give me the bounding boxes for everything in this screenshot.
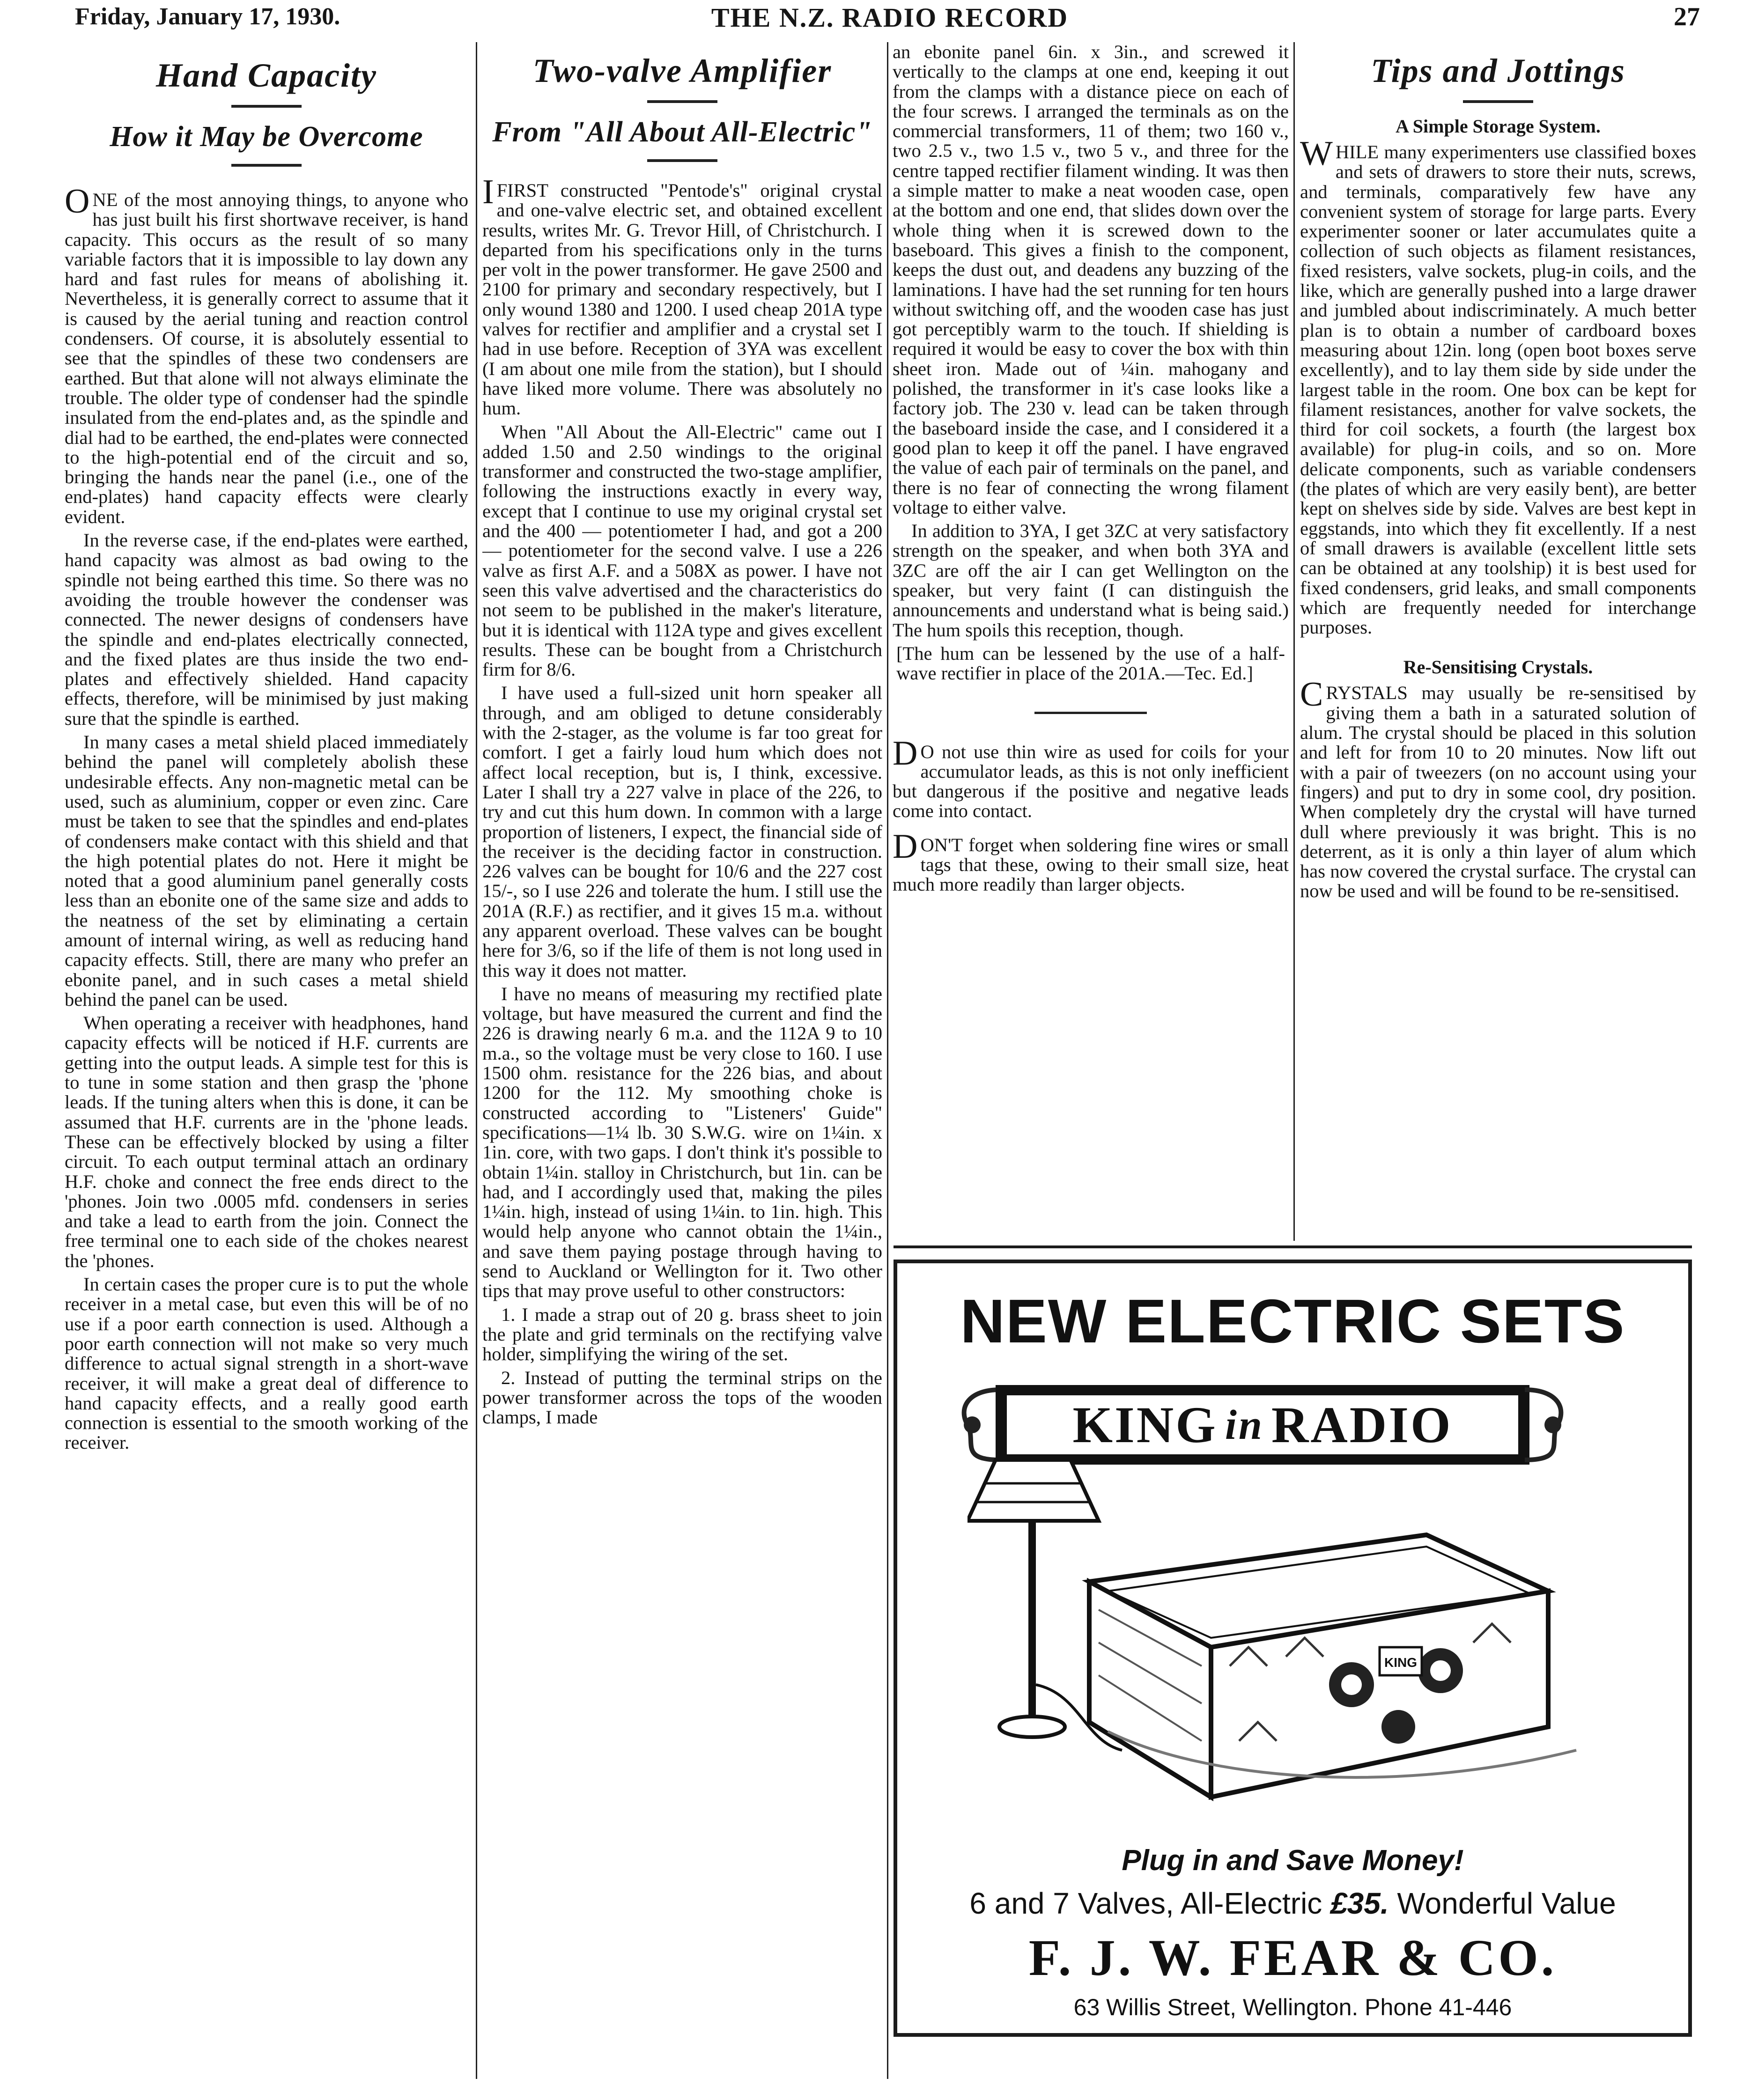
drop-cap: D [893, 827, 918, 866]
banner-in: in [1225, 1401, 1264, 1448]
tip-paragraph: DON'T forget when soldering fine wires or small tags that these, owing to their small size, heat much more readily than larger objects. [893, 827, 1289, 895]
paragraph: ONE of the most annoying things, to anyone who has just built his first shortwave receiver, is hand capacity. This occurs as the result of so many variable factors that it is impossible to lay down any hard and fast rules for means of abolishing it. Nevertheless, it is generally correct to assume that it is caused by the aerial tuning and reaction control condensers. Of course, it is absolutely essential to see that the spindles of these two condensers are earthed. But that alone will not always eliminate the trouble. The older type of condenser had the spindle insulated from the end-plates and, as the spindle and dial had to be earthed, the end-plates were connected to the high-potential end of the circuit and so, bringing the hands near the panel (i.e., one of the end-plates) hand capacity effects were clearly evident. [65, 182, 468, 527]
title-rule [647, 100, 717, 103]
ad-headline: NEW ELECTRIC SETS [960, 1287, 1625, 1356]
newspaper-title: THE N.Z. RADIO RECORD [711, 2, 1069, 33]
article-subtitle: How it May be Overcome [110, 121, 423, 153]
ad-top-rule [894, 1245, 1692, 1248]
article-two-valve-amplifier [482, 42, 882, 2088]
masthead [66, 0, 1714, 34]
price: £35. [1330, 1886, 1389, 1920]
drop-cap: W [1300, 134, 1333, 173]
article-title: Two-valve Amplifier [532, 52, 832, 89]
offer-text: Wonderful Value [1397, 1886, 1616, 1920]
radio-cabinet-icon [1089, 1535, 1576, 1797]
drop-cap: D [893, 734, 918, 773]
offer-text: 6 and 7 Valves, All-Electric [969, 1886, 1322, 1920]
paragraph: 2. Instead of putting the terminal strips on the power transformer across the tops of the wooden clamps, I made [482, 1367, 882, 1428]
paragraph: When operating a receiver with headphones, hand capacity effects will be noticed if H.F. currents are getting into the output leads. A simple test for this is to tune in some station and then grasp the 'phone leads. If the tuning alters when this is done, it can be assumed that H.F. currents are in the 'phone leads. These can be effectively blocked by using a filter circuit. To each output terminal attach an ordinary H.F. choke and connect the free ends direct to the 'phones. Join two .0005 mfd. condensers in series and take a lead to earth from the join. Connect the free terminal one to each side of the chokes nearest the 'phones. [65, 1012, 468, 1271]
radio-set-illustration [968, 1441, 1614, 1835]
column-divider [476, 42, 477, 2079]
paragraph: I have used a full-sized unit horn speaker all through, and am obliged to detune considerably with the 2-stager, as the volume is far too great for comfort. I get a fairly loud hum which does not affect local reception, but is, I think, excessive. Later I shall try a 227 valve in place of the 226, to try and cut this hum down. In common with a large proportion of listeners, I expect, the financial side of the receiver is the deciding factor in construction. 226 valves can be bought for 10/6 and the 227 cost 15/-, so I use 226 and tolerate the hum. I still use the 201A (R.F.) as rectifier, and it gives 15 m.a. without any apparent overload. These valves can be bought here for 3/6, so if the life of them is not long used in this way it does not matter. [482, 682, 882, 981]
banner-radio: RADIO [1271, 1396, 1453, 1453]
drop-cap: O [65, 182, 90, 221]
paragraph: In addition to 3YA, I get 3ZC at very satisfactory strength on the speaker, and when both 3YA and 3ZC are off the air I can get Wellington on the speaker, but very faint (I can distinguish the announcements and understand what is being said.) The hum spoils this reception, though. [893, 520, 1289, 641]
paragraph: In the reverse case, if the end-plates were earthed, hand capacity was almost as bad owing to the spindle not being earthed this time. So there was no avoiding the trouble however the condenser was connected. The newer designs of condensers have the spindle and end-plates electrically connected, and the fixed plates are thus inside the two end-plates and effectively shielded. Hand capacity effects, therefore, will be minimised by just making sure that the spindle is earthed. [65, 530, 468, 729]
set-badge-text: KING [1384, 1655, 1417, 1670]
advertisement [894, 1260, 1692, 2037]
paragraph: WHILE many experimenters use classified boxes and sets of drawers to store their nuts, screws, and terminals, comparatively few have any convenient system of storage for large parts. Every experimenter sooner or later accumulates quite a collection of such objects as filament resistances, fixed resisters, valve sockets, plug-in coils, and the like, which are generally pushed into a large drawer and jumbled about indiscriminately. A much better plan is to obtain a number of cardboard boxes measuring about 12in. long (open boot boxes serve excellently), and to lay them side by side under the largest table in the room. One box can be kept for filament resistances, another for valve sockets, the third for coil sockets, a fourth (the largest box available) for plug-in coils, and so on. More delicate components, such as variable condensers (the plates of which are very easily bent), are better kept on shelves side by side. Valves are best kept in eggstands, into which they fit excellently. If a nest of small drawers is available (excellent little sets can be obtained at any toolship) it is best used for fixed condensers, grid leaks, and small components which are frequently needed for interchange purposes. [1300, 134, 1696, 638]
article-hand-capacity [65, 42, 468, 2088]
paragraph: When "All About the All-Electric" came out I added 1.50 and 2.50 windings to the original transformer and constructed the two-stage amplifier, following the instructions exactly in every way, except that I continue to use my original crystal set and the 400 — potentiometer I had, and got a 200 — potentiometer for the second valve. I use a 226 valve as first A.F. and a 508X as power. I have not seen this valve advertised and the characteristics do not seem to be published in the maker's literature, but it is identical with 112A type and gives excellent results. These can be bought from a Christchurch firm for 8/6. [482, 421, 882, 680]
paragraph: I have no means of measuring my rectified plate voltage, but have measured the current and find the 226 is drawing nearly 6 m.a. and the 112A 9 to 10 m.a., so the voltage must be very close to 160. I use 1500 ohm. resistance for the 226 bias, and about 1200 for the 112. My smoothing choke is constructed according to "Listeners' Guide" specifications—1¼ lb. 30 S.W.G. wire on 1¼in. x 1in. core, with two gaps. I don't think it's possible to obtain 1¼in. stalloy in Christchurch, but 1in. can be had, and I accordingly used that, making the piles 1¼in. high, instead of using 1¼in. to 1in. high. This would help anyone who cannot obtain the 1¼in., and save them paying postage through having to send to Auckland or Wellington for it. Two other tips that may prove useful to other constructors: [482, 983, 882, 1302]
article-title: Hand Capacity [156, 57, 377, 94]
ad-tagline: Plug in and Save Money! [1122, 1844, 1464, 1877]
section-heading: A Simple Storage System. [1396, 116, 1601, 137]
section-heading: Re-Sensitising Crystals. [1403, 656, 1593, 678]
article-tips-and-jottings [1300, 42, 1696, 1241]
ad-offer [897, 1886, 1688, 1921]
column-divider [887, 42, 888, 2079]
paragraph: In certain cases the proper cure is to put the whole receiver in a metal case, but even this will be of no use if a poor earth connection is used. Although a poor earth connection will not make so very much difference to actual signal strength in a short-wave receiver, it will make a great deal of difference to hand capacity effects, and a really good earth connection is essential to the smooth working of the receiver. [65, 1274, 468, 1453]
page-number: 27 [1674, 2, 1700, 31]
article-title: Tips and Jottings [1371, 52, 1625, 89]
title-rule [231, 164, 302, 167]
article-subtitle: From "All About All-Electric" [492, 116, 872, 148]
drop-cap: I [482, 173, 494, 211]
article-continued [893, 42, 1289, 1241]
firm-address: 63 Willis Street, Wellington. Phone 41-446 [1073, 1994, 1512, 2020]
tip-paragraph: D O not use thin wire as used for coils for your accumulator leads, as this is not only inefficient but dangerous if the positive and negative leads come into contact. [893, 734, 1289, 822]
column-divider [1293, 42, 1295, 1241]
paragraph: IFIRST constructed "Pentode's" original crystal and one-valve electric set, and obtained excellent results, writes Mr. G. Trevor Hill, of Christchurch. I departed from his specifications only in the turns per volt in the power transformer. He gave 2500 and 2100 for primary and secondary respectively, but I only wound 1380 and 1200. I used cheap 201A type valves for rectifier and amplifier and a crystal set I had in use before. Reception of 3YA was excellent (I am about one mile from the station), but I should have liked more volume. There was absolutely no hum. [482, 173, 882, 419]
editor-note: [The hum can be lessened by the use of a half-wave rectifier in place of the 201A.—Tec. Ed.] [896, 642, 1285, 684]
drop-cap: C [1300, 675, 1323, 714]
title-rule [647, 159, 717, 162]
firm-name: F. J. W. FEAR & CO. [1028, 1929, 1557, 1986]
issue-date: Friday, January 17, 1930. [75, 3, 340, 30]
banner-king: KING [1072, 1396, 1218, 1453]
paragraph: 1. I made a strap out of 20 g. brass sheet to join the plate and grid terminals on the rectifying valve holder, simplifying the wiring of the set. [482, 1304, 882, 1365]
title-rule [1463, 100, 1533, 103]
section-rule [1034, 712, 1147, 714]
paragraph: an ebonite panel 6in. x 3in., and screwed it vertically to the clamps at one end, keeping it out from the clamps with a distance piece on each of the four screws. I arranged the terminals as on the commercial transformers, 11 of them; two 160 v., two 2.5 v., two 1.5 v., two 5 v., and three for the centre tapped rectifier filament winding. It was then a simple matter to make a neat wooden case, open at the bottom and one end, that slides down over the whole thing when it is screwed down to the baseboard. This gives a finish to the component, keeps the dust out, and deadens any buzzing of the laminations. I have had the set running for ten hours without switching off, and the wooden case has just got perceptibly warm to the touch. If shielding is required it would be easy to cover the box with thin sheet iron. Made out of ¼in. mahogany and polished, the transformer in it's case looks like a factory job. The 230 v. lead can be taken through the baseboard inside the case, and I considered it a good plan to keep it off the panel. I have engraved the value of each pair of terminals on the panel, and there is no fear of connecting the wrong filament voltage to either valve. [893, 42, 1289, 518]
paragraph: In many cases a metal shield placed immediately behind the panel will completely abolish these undesirable effects. Any non-magnetic metal can be used, such as aluminium, copper or even zinc. Care must be taken to see that the spindles and end-plates of condensers make contact with this shield and that the high potential plates do not. Here it might be noted that a good aluminium panel generally costs less than an ebonite one of the same size and adds to the neatness of the set by eliminating a certain amount of internal wiring, as well as reducing hand capacity effects. Still, there are many who prefer an ebonite panel, and in such cases a metal shield behind the panel can be used. [65, 731, 468, 1010]
title-rule [231, 105, 302, 108]
paragraph: CRYSTALS may usually be re-sensitised by giving them a bath in a saturated solution of alum. The crystal should be placed in this solution and left for from 10 to 20 minutes. Now lift out with a pair of tweezers (on no account using your fingers) and put to dry in some cool, dry position. When completely dry the crystal will have turned dull where previously it was bright. This is no deterrent, as it is only a thin layer of alum which has now covered the crystal surface. The crystal can now be used and will be found to be re-sensitised. [1300, 675, 1696, 902]
